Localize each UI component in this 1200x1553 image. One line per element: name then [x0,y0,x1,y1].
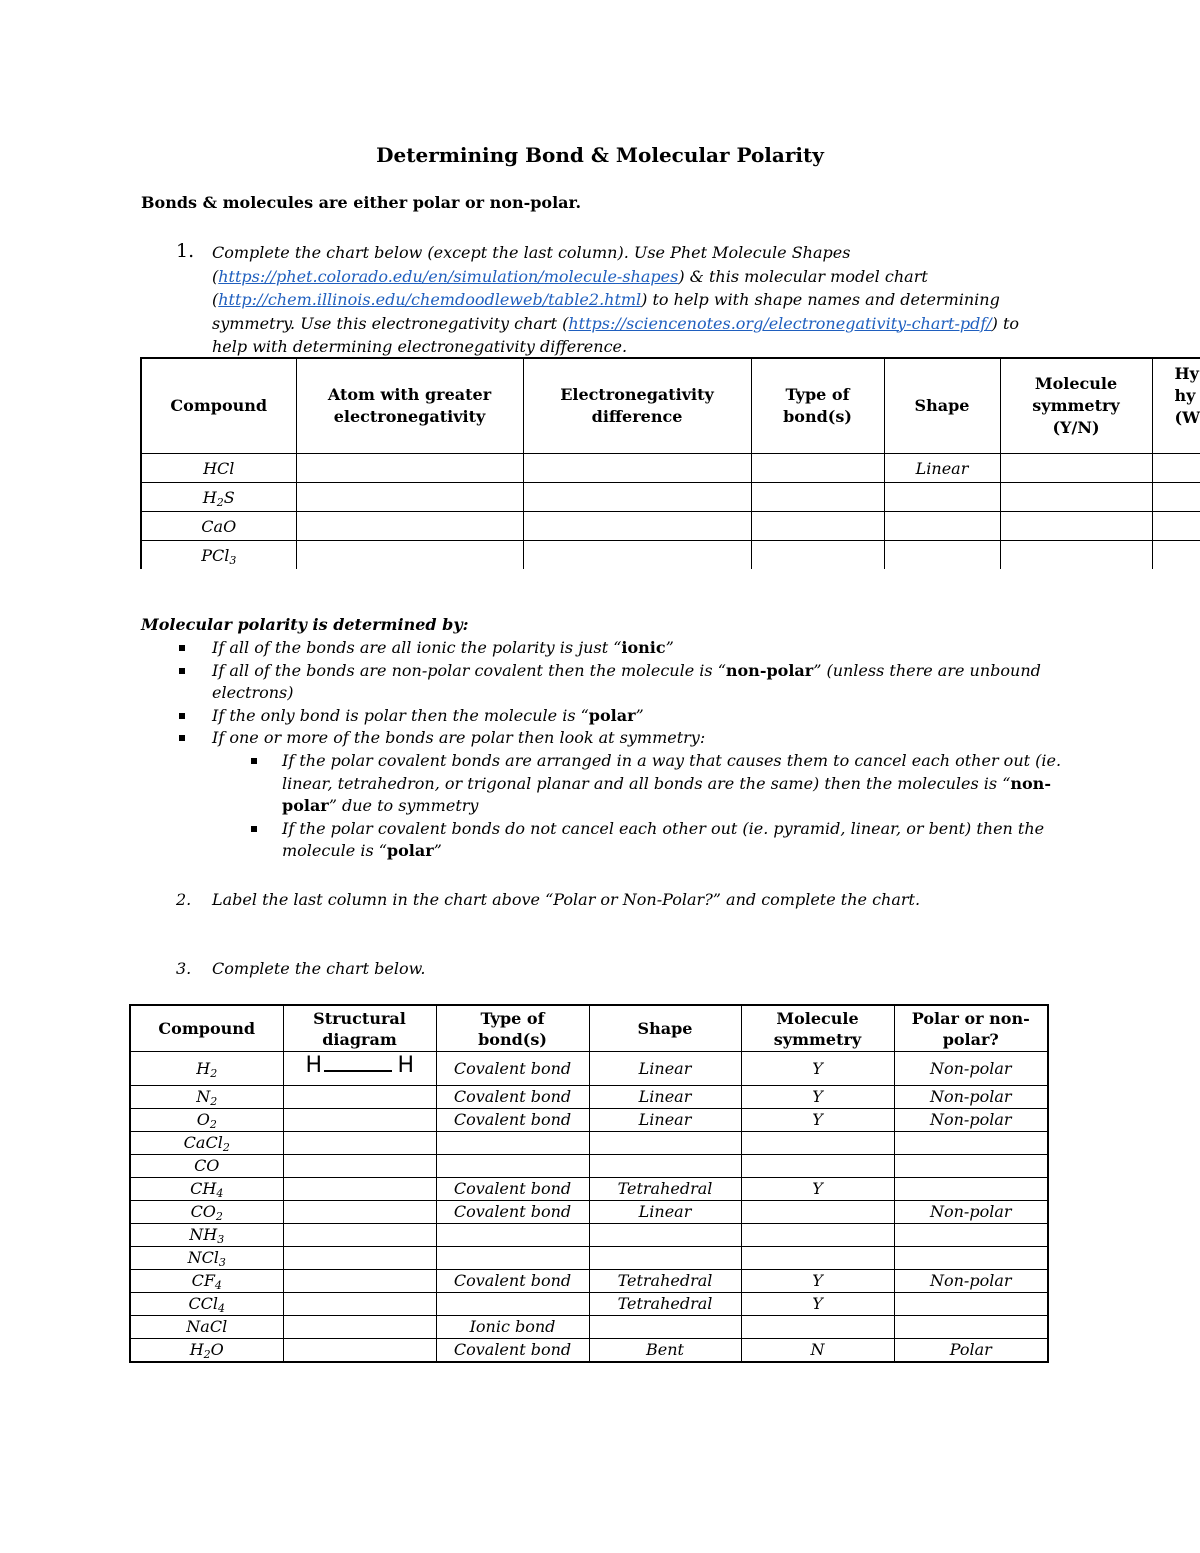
t2-polar-cell[interactable]: Non-polar [894,1109,1048,1132]
t1-atom-cell[interactable] [296,454,523,483]
sciencenotes-link[interactable]: https://sciencenotes.org/electronegativity-chart-pdf/ [568,313,992,333]
t2-compound-cell[interactable]: CaCl$_2$ [130,1132,283,1155]
t1-header-en-diff: Electronegativity difference [523,358,751,454]
t1-compound-cell[interactable]: PCl$_3$ [141,541,296,570]
t1-compound-cell[interactable]: CaO [141,512,296,541]
t2-polar-cell[interactable] [894,1155,1048,1178]
t2-compound-cell[interactable]: $NH_3$ [130,1224,283,1247]
sub-rule-no-cancel: If the polar covalent bonds do not cancel each other out (ie. pyramid, linear, or bent) then the molecule is “polar” [282,818,1112,863]
table-row [130,1132,1048,1155]
t2-polar-cell[interactable] [894,1224,1048,1247]
question-1-text [212,241,1072,359]
t2-bond-cell[interactable] [436,1132,589,1155]
t2-symmetry-cell[interactable] [741,1201,894,1224]
question-3: 3. Complete the chart below. [176,959,426,978]
bullet-icon [251,826,257,832]
t2-polar-cell[interactable]: Non-polar [894,1052,1048,1086]
table-row [130,1339,1048,1363]
table-1-container [140,357,1200,569]
table-row [130,1316,1048,1339]
t1-header-truncated: Hy hy (W [1152,358,1200,454]
t2-compound-cell[interactable]: CO [130,1155,283,1178]
t2-compound-cell[interactable]: $CF_4$ [130,1270,283,1293]
hydrogen-atom-label: H [397,1053,415,1078]
t2-diagram-cell[interactable] [283,1270,436,1293]
t2-shape-cell[interactable] [589,1155,741,1178]
t1-header-compound: Compound [141,358,296,454]
t2-polar-cell[interactable] [894,1247,1048,1270]
t2-shape-cell[interactable]: Tetrahedral [589,1293,741,1316]
t1-symmetry-cell[interactable] [1000,454,1152,483]
t1-symmetry-cell[interactable] [1000,541,1152,570]
t2-diagram-cell[interactable] [283,1052,436,1086]
t1-en-cell[interactable] [523,541,751,570]
q1-line-2: (https://phet.colorado.edu/en/simulation/molecule-shapes) & this molecular model chart [212,266,928,286]
t2-shape-cell[interactable] [589,1316,741,1339]
t1-bond-cell[interactable] [751,512,884,541]
t2-bond-cell[interactable] [436,1293,589,1316]
t2-diagram-cell[interactable] [283,1293,436,1316]
t2-compound-cell[interactable]: NaCl [130,1316,283,1339]
t2-shape-cell[interactable] [589,1132,741,1155]
t2-bond-cell[interactable]: Covalent bond [436,1086,589,1109]
t2-header-shape: Shape [589,1005,741,1052]
t2-bond-cell[interactable] [436,1247,589,1270]
t2-polar-cell[interactable]: Non-polar [894,1086,1048,1109]
t2-bond-cell[interactable] [436,1224,589,1247]
polarity-rules [212,637,1112,863]
t2-diagram-cell[interactable] [283,1201,436,1224]
t2-shape-cell[interactable]: Linear [589,1086,741,1109]
intro-text: Bonds & molecules are either polar or non-polar. [141,193,582,212]
t2-diagram-cell[interactable] [283,1339,436,1363]
t2-diagram-cell[interactable] [283,1224,436,1247]
t1-last-cell[interactable] [1152,483,1200,512]
t2-header-compound: Compound [130,1005,283,1052]
bullet-icon [251,758,257,764]
h2-structural-diagram [284,1052,436,1085]
t1-en-cell[interactable] [523,512,751,541]
polarity-heading: Molecular polarity is determined by: [141,615,469,634]
t2-compound-cell[interactable]: $CH_4$ [130,1178,283,1201]
t2-header-polar: Polar or non-polar? [894,1005,1048,1052]
t2-symmetry-cell[interactable]: N [741,1339,894,1363]
t1-last-cell[interactable] [1152,454,1200,483]
t1-atom-cell[interactable] [296,483,523,512]
t2-shape-cell[interactable] [589,1224,741,1247]
table-row [130,1086,1048,1109]
t1-last-cell[interactable] [1152,541,1200,570]
bullet-icon [179,735,185,741]
t2-symmetry-cell[interactable]: Y [741,1178,894,1201]
q1-line-3: (http://chem.illinois.edu/chemdoodleweb/table2.html) to help with shape names and determining [212,290,1000,309]
t2-shape-cell[interactable]: Tetrahedral [589,1178,741,1201]
t2-bond-cell[interactable]: Covalent bond [436,1201,589,1224]
q1-line-5: help with determining electronegativity difference. [212,337,628,356]
t1-bond-cell[interactable] [751,454,884,483]
t1-compound-cell[interactable]: HCl [141,454,296,483]
rule-nonpolar: If all of the bonds are non-polar covalent then the molecule is “non-polar” (unless there are unbound electrons) [212,660,1112,705]
table-row [130,1178,1048,1201]
bullet-icon [179,713,185,719]
t2-symmetry-cell[interactable]: Y [741,1270,894,1293]
table-row [130,1293,1048,1316]
t2-header-symmetry: Molecule symmetry [741,1005,894,1052]
t2-symmetry-cell[interactable] [741,1132,894,1155]
t2-polar-cell[interactable]: Polar [894,1339,1048,1363]
t2-symmetry-cell[interactable] [741,1224,894,1247]
t1-header-symmetry: Molecule symmetry (Y/N) [1000,358,1152,454]
t1-header-shape: Shape [884,358,1000,454]
t2-bond-cell[interactable]: Covalent bond [436,1178,589,1201]
t2-diagram-cell[interactable] [283,1109,436,1132]
t2-bond-cell[interactable]: Ionic bond [436,1316,589,1339]
t2-diagram-cell[interactable] [283,1178,436,1201]
t2-compound-cell[interactable]: $O_2$ [130,1109,283,1132]
t2-diagram-cell[interactable] [283,1247,436,1270]
t2-shape-cell[interactable]: Linear [589,1052,741,1086]
t1-shape-cell[interactable] [884,483,1000,512]
table-row [141,541,1200,570]
t1-bond-cell[interactable] [751,483,884,512]
t2-header-diagram: Structural diagram [283,1005,436,1052]
chem-illinois-link[interactable]: http://chem.illinois.edu/chemdoodleweb/table2.html [218,290,642,309]
table-row [130,1155,1048,1178]
t2-diagram-cell[interactable] [283,1316,436,1339]
t2-symmetry-cell[interactable]: Y [741,1052,894,1086]
q1-line-4: symmetry. Use this electronegativity chart (https://sciencenotes.org/electronegativity-chart-pdf/) to [212,313,1020,333]
page-title: Determining Bond & Molecular Polarity [376,143,824,167]
question-2: 2. Label the last column in the chart above “Polar or Non-Polar?” and complete the chart. [176,890,921,909]
t2-polar-cell[interactable]: Non-polar [894,1270,1048,1293]
t1-shape-cell[interactable] [884,541,1000,570]
t1-en-cell[interactable] [523,454,751,483]
t2-bond-cell[interactable]: Covalent bond [436,1339,589,1363]
t1-symmetry-cell[interactable] [1000,483,1152,512]
t1-header-atom: Atom with greater electronegativity [296,358,523,454]
t2-shape-cell[interactable]: Bent [589,1339,741,1363]
t2-shape-cell[interactable]: Tetrahedral [589,1270,741,1293]
table-row [130,1270,1048,1293]
bullet-icon [179,668,185,674]
bullet-icon [179,645,185,651]
t1-header-bond: Type of bond(s) [751,358,884,454]
table-row [130,1109,1048,1132]
table-row [141,454,1200,483]
t1-shape-cell[interactable]: Linear [884,454,1000,483]
t1-atom-cell[interactable] [296,541,523,570]
t2-symmetry-cell[interactable]: Y [741,1086,894,1109]
t2-compound-cell[interactable]: $CO_2$ [130,1201,283,1224]
table-row [141,512,1200,541]
table-1 [140,357,1200,569]
t1-symmetry-cell[interactable] [1000,512,1152,541]
t2-symmetry-cell[interactable] [741,1316,894,1339]
t1-en-cell[interactable] [523,483,751,512]
table-row [130,1201,1048,1224]
t2-polar-cell[interactable] [894,1132,1048,1155]
t2-diagram-cell[interactable] [283,1155,436,1178]
table-2 [129,1004,1049,1363]
q1-line-1: Complete the chart below (except the last column). Use Phet Molecule Shapes [212,243,851,262]
t2-diagram-cell[interactable] [283,1086,436,1109]
hydrogen-atom-label: H [305,1053,323,1078]
table-row [141,483,1200,512]
sub-rule-cancel: If the polar covalent bonds are arranged in a way that causes them to cancel each other out (ie. linear, tetrahedron, or trigonal planar and all bonds are the same) then the molecules is “non- polar” due to symmetry [282,750,1112,818]
t2-symmetry-cell[interactable]: Y [741,1293,894,1316]
t1-compound-cell[interactable]: $H_2S$ [141,483,296,512]
t2-compound-cell[interactable]: $N_2$ [130,1086,283,1109]
single-bond-line [324,1070,392,1072]
table-row [130,1247,1048,1270]
t1-atom-cell[interactable] [296,512,523,541]
t2-bond-cell[interactable]: Covalent bond [436,1109,589,1132]
t2-compound-cell[interactable]: CCl$_4$ [130,1293,283,1316]
table-row [130,1052,1048,1086]
t1-last-cell[interactable] [1152,512,1200,541]
t2-symmetry-cell[interactable] [741,1155,894,1178]
phet-link[interactable]: https://phet.colorado.edu/en/simulation/molecule-shapes [218,266,679,286]
t2-symmetry-cell[interactable] [741,1247,894,1270]
rule-ionic: If all of the bonds are all ionic the polarity is just “ionic” [212,637,1112,660]
t2-polar-cell[interactable] [894,1178,1048,1201]
t2-polar-cell[interactable] [894,1316,1048,1339]
t2-bond-cell[interactable]: Covalent bond [436,1052,589,1086]
t2-compound-cell[interactable]: $H_2$ [130,1052,283,1086]
t2-header-bond: Type of bond(s) [436,1005,589,1052]
t2-diagram-cell[interactable] [283,1132,436,1155]
t2-shape-cell[interactable]: Linear [589,1201,741,1224]
table-row [130,1224,1048,1247]
rule-polar: If the only bond is polar then the molecule is “polar” [212,705,1112,728]
t1-shape-cell[interactable] [884,512,1000,541]
t2-shape-cell[interactable] [589,1247,741,1270]
t2-shape-cell[interactable]: Linear [589,1109,741,1132]
t2-bond-cell[interactable] [436,1155,589,1178]
t2-compound-cell[interactable]: NCl$_3$ [130,1247,283,1270]
rule-symmetry: If one or more of the bonds are polar then look at symmetry: [212,727,1112,750]
t2-bond-cell[interactable]: Covalent bond [436,1270,589,1293]
question-1-number: 1. [176,240,195,262]
t2-compound-cell[interactable]: $H_2O$ [130,1339,283,1363]
t2-symmetry-cell[interactable]: Y [741,1109,894,1132]
t2-polar-cell[interactable] [894,1293,1048,1316]
t1-bond-cell[interactable] [751,541,884,570]
t2-polar-cell[interactable]: Non-polar [894,1201,1048,1224]
